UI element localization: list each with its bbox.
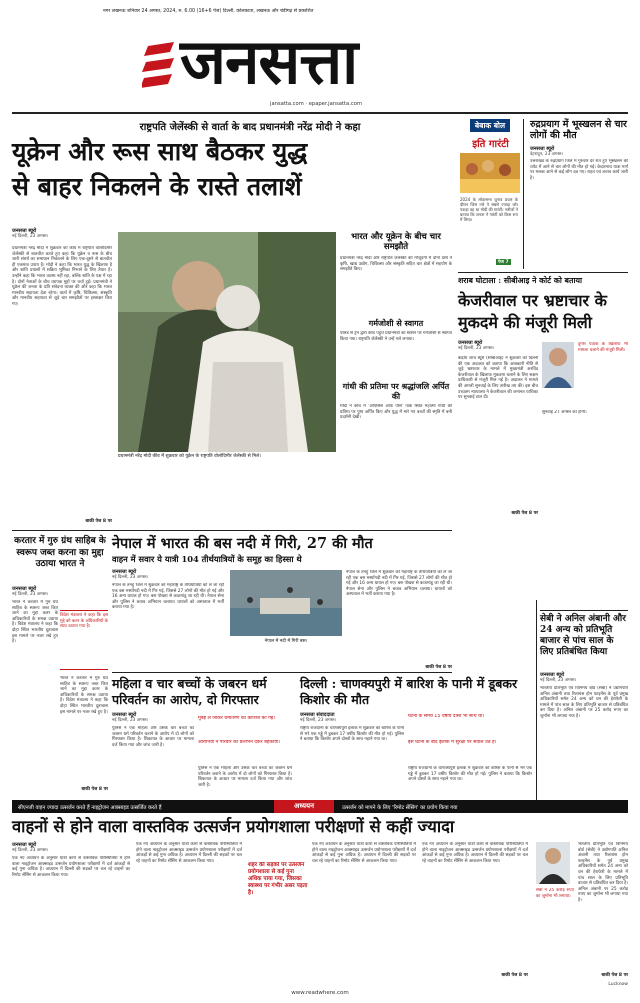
delhi-rain-byline — [300, 712, 380, 723]
vertical-rule-right — [536, 600, 537, 800]
mahila-body: पुलिस ने एक महिला और उसके चार बच्चों का जबरन धर्म परिवर्तन कराने के आरोप में दो लोगों को गिरफ्तार किया है। शिकायत के आधार पर मामला दर्ज किया गया और जांच जारी है। — [112, 726, 194, 748]
dateline: नई दिल्ली, 23 अगस्त। — [12, 234, 49, 239]
guru-headline: करतार में गुरु ग्रंथ साहिब के स्वरूप जब्त करना का मुद्दा उठाया भारत ने — [14, 536, 106, 569]
sebi-note: सेबी ने 25 करोड़ रुपए का जुर्माना भी लगाया। — [536, 888, 574, 899]
kejriwal-byline — [458, 340, 538, 351]
nepal-headline: नेपाल में भारत की बस नदी में गिरी, 27 की मौत — [112, 535, 373, 552]
nepal-subhead: वाहन में सवार ये यात्री 104 तीर्थयात्रियों के समूह का हिस्सा थे — [112, 554, 302, 564]
guru-body: भारत ने करतार में गुरु ग्रंथ साहिब के स्वरूप जब्त किए जाने का मुद्दा कतर के अधिकारियों के समक्ष उठाया है। विदेश मंत्रालय ने कहा कि दोहा स्थित भारतीय दूतावास इस मामले पर नजर रखे हुए है। — [12, 600, 58, 645]
byline: जनसत्ता ब्यूरो — [458, 340, 483, 346]
lead-continued: बाकी पेज 8 पर — [85, 519, 112, 524]
nepal-byline — [112, 569, 192, 580]
footer-city: Lucknow — [608, 982, 628, 987]
adhyayan-right-strip: उत्सर्जन को मापने के लिए 'रिमोट सेंसिंग' का प्रयोग किया गया — [342, 805, 458, 811]
logo-mark-icon — [142, 40, 176, 92]
sebi-body-2: भारतीय प्रतिभूति एवं विनिमय बोर्ड (सेबी) ने उद्योगपति अनिल अंबानी तथा रिलायंस होम फाइनेंस के पूर्व प्रमुख अधिकारियों समेत 24 अन्य को धन की हेराफेरी के मामले में पांच साल के लिए प्रतिभूति बाजार से प्रतिबंधित कर दिया है। अनिल अंबानी पर 25 करोड़ रुपए का जुर्माना भी लगाया गया है। — [578, 842, 628, 903]
dateline: नई दिल्ली, 23 अगस्त। — [458, 346, 495, 351]
kejriwal-kicker: शराब घोटाला : सीबीआइ ने कोर्ट को बताया — [458, 276, 583, 285]
logo-text: जनसत्ता — [180, 25, 358, 98]
sebi-headline: सेबी ने अनिल अंबानी और 24 अन्य को प्रतिभूति बाजार से पांच साल के लिए प्रतिबंधित किया — [540, 614, 626, 657]
byline: जनसत्ता ब्यूरो — [530, 146, 555, 152]
mahila-quote1: मुंबई ले जाकर धर्मांतरण की कोशिश की गई। — [198, 716, 275, 721]
bebak-teaser: 2024 के लोकसभा चुनाव प्रचार के दौरान जिस नारे ने सबसे ज्यादा जोर पकड़ा वह था मोदी की गारंटी। नतीजों ने बताया कि जनता ने गारंटी को किस रूप में लिया। — [460, 197, 518, 222]
rudraprayag — [530, 119, 628, 247]
dateline: नई दिल्ली, 23 अगस्त। — [112, 575, 149, 580]
adhyayan-tag: अध्ययन — [274, 800, 334, 813]
bebak-box — [458, 119, 524, 269]
masthead-dateline: नगर लखनऊ शनिवार 24 अगस्त, 2024, रु. 6.00 (16+6 पेज) दिल्ली, कोलकाता, लखनऊ और चंडीगढ़ से प्रकाशित — [103, 9, 314, 14]
side-lead-p1: प्रधानमंत्री नरेंद्र मोदी और राष्ट्रपति जेलेंस्की की मौजूदगी में दोनों देशों ने कृषि, खाद्य उद्योग, चिकित्सा और संस्कृति सहित चार क्षेत्रों में सहयोग के समझौते किए। — [340, 256, 452, 273]
lead-kicker: राष्ट्रपति जेलेंस्की से वार्ता के बाद प्रधानमंत्री नरेंद्र मोदी ने कहा — [139, 122, 361, 133]
right-rule-1 — [458, 272, 628, 273]
delhi-rain-headline: दिल्ली : चाणक्यपुरी में बारिश के पानी में डूबकर किशोर की मौत — [300, 676, 518, 707]
dateline: नई दिल्ली, 23 अगस्त। — [12, 848, 49, 853]
sebi-byline — [540, 672, 628, 683]
guru-continued: बाकी पेज 8 पर — [81, 787, 108, 792]
footer-url[interactable]: www.readwhere.com — [291, 990, 349, 996]
mahila-body-2: पुलिस ने एक महिला और उसके चार बच्चों का जबरन धर्म परिवर्तन कराने के आरोप में दो लोगों को गिरफ्तार किया है। शिकायत के आधार पर मामला दर्ज किया गया और जांच जारी है। — [198, 766, 292, 788]
adhyayan-left-strip: सीएनजी वाहन ज्यादा उत्सर्जन करते हैं नाइट्रोजन आक्साइड उत्सर्जित करते हैं — [18, 805, 162, 811]
dateline: नई दिल्ली, 23 अगस्त। — [300, 718, 337, 723]
rudraprayag-headline: रुद्रप्रयाग में भूस्खलन से चार लोगों की मौत — [530, 119, 627, 141]
guru-box: विदेश मंत्रालय ने कहा कि इस मुद्दे को कतर के अधिकारियों के साथ उठाया गया है। — [60, 610, 108, 670]
mahila-byline — [112, 712, 192, 723]
sebi-photo — [536, 842, 570, 884]
kejriwal-box1: दुर्गेश पाठक के खिलाफ भी मामला चलाने की मंजूरी मिली। — [578, 342, 628, 353]
kejriwal-headline: केजरीवाल पर भ्रष्टाचार के मुकदमे की मंजूरी मिली — [458, 291, 607, 332]
byline: जनसत्ता ब्यूरो — [12, 586, 37, 592]
guru-byline — [12, 586, 108, 597]
sebi-continued: बाकी पेज 8 पर — [601, 973, 628, 978]
dateline: देहरादून, 23 अगस्त। — [530, 152, 564, 157]
adhyayan-strip — [12, 800, 628, 813]
dateline: नई दिल्ली, 23 अगस्त। — [12, 592, 49, 597]
kejriwal-body: केंद्रीय जांच ब्यूरो (सीबीआइ) ने शुक्रवार को दिल्ली की एक अदालत को बताया कि आबकारी नीति से जुड़े भ्रष्टाचार के मामले में मुख्यमंत्री अरविंद केजरीवाल के खिलाफ मुकदमा चलाने के लिए सक्षम प्राधिकारी से मंजूरी मिल गई है। अदालत ने मामले की अगली सुनवाई के लिए तारीख तय की। इस बीच उच्चतम न्यायालय ने केजरीवाल की जमानत याचिका पर सुनवाई टाल दी। — [458, 356, 538, 401]
bebak-page-tag[interactable]: पेज 7 — [498, 260, 509, 265]
bebak-label: बेबाक बोल — [470, 119, 510, 132]
byline: जनसत्ता ब्यूरो — [112, 569, 137, 575]
lead-photo-caption: प्रधानमंत्री नरेंद्र मोदी कीव में शुक्रवार को यूक्रेन के राष्ट्रपति वोलोदिमीर जेलेंस्की से मिले। — [118, 454, 261, 459]
sebi-body: भारतीय प्रतिभूति एवं विनिमय बोर्ड (सेबी) ने उद्योगपति अनिल अंबानी तथा रिलायंस होम फाइनेंस के पूर्व प्रमुख अधिकारियों समेत 24 अन्य को धन की हेराफेरी के मामले में पांच साल के लिए प्रतिभूति बाजार से प्रतिबंधित कर दिया है। अनिल अंबानी पर 25 करोड़ रुपए का जुर्माना भी लगाया गया है। — [540, 686, 628, 719]
nepal-continued: बाकी पेज 8 पर — [425, 665, 452, 670]
mahila-quote2: आरोपियों ने परिवार को प्रलोभन देकर बहकाया। — [198, 740, 281, 745]
right-rule-2 — [540, 610, 628, 611]
kejriwal-box2: सुनवाई 27 अगस्त को होगी। — [542, 410, 587, 415]
delhi-rain-body-2: राष्ट्रीय राजधानी के चाणक्यपुरी इलाके में शुक्रवार को बारिश के पानी से भरे एक गड्ढे में डूबकर 17 वर्षीय किशोर की मौत हो गई। पुलिस ने बताया कि किशोर अपने दोस्तों के साथ नहाने गया था। — [408, 766, 532, 783]
adhyayan-body-4: एक नए अध्ययन के अनुसार यात्री कारों से वास्तविक परिस्थितियों में होने वाला नाइट्रोजन आक्साइड उत्सर्जन प्रयोगशाला परीक्षणों में दर्ज आंकड़ों से कई गुना अधिक है। अध्ययन में दिल्ली की सड़कों पर चल रहे वाहनों का रिमोट सेंसिंग से आकलन किया गया। — [422, 842, 528, 864]
kejriwal-photo — [542, 342, 574, 388]
adhyayan-continued: बाकी पेज 8 पर — [501, 973, 528, 978]
side-lead-h2: गर्मजोशी से स्वागत — [368, 318, 424, 328]
nepal-photo-caption: नेपाल में नदी में गिरी बस। — [264, 639, 308, 644]
dateline: नई दिल्ली, 23 अगस्त। — [540, 678, 577, 683]
byline: जनसत्ता ब्यूरो — [12, 228, 37, 234]
side-lead-p3: मोदी ने कीव में 'ओएसिस ऑफ पीस' पार्क स्थित महात्मा गांधी की प्रतिमा पर पुष्प अर्पित किए और युद्ध में मारे गए बच्चों की स्मृति में बनी प्रदर्शनी देखी। — [340, 404, 452, 421]
lead-headline-1: यूक्रेन और रूस साथ बैठकर युद्ध — [12, 137, 308, 166]
adhyayan-quote: शहर की सड़कों पर उत्सर्जन प्रयोगशाला से कई गुना अधिक पाया गया, जिसका स्वास्थ्य पर गंभीर असर पड़ता है। — [248, 862, 308, 896]
side-lead-h3: गांधी की प्रतिमा पर श्रद्धांजलि अर्पित की — [342, 381, 450, 401]
lead-byline — [12, 228, 112, 239]
mid-rule-1 — [12, 530, 452, 531]
side-lead-p2: पोलैंड से ट्रेन द्वारा कीव पहुंचे प्रधानमंत्री का स्टेशन पर गर्मजोशी से स्वागत किया गया। राष्ट्रपति जेलेंस्की ने उन्हें गले लगाया। — [340, 331, 452, 342]
nepal-photo — [230, 570, 342, 636]
web-address[interactable]: jansatta.com · epaper.jansatta.com — [270, 101, 362, 107]
adhyayan-byline — [12, 842, 92, 853]
nepal-body: नेपाल के तनहुं जिले में शुक्रवार को महाराष्ट्र के तीर्थयात्रियों को ले जा रही एक बस मर्स्यांगदी नदी में गिर गई, जिससे 27 लोगों की मौत हो गई और 16 अन्य घायल हो गए। बस पोखरा से काठमांडू जा रही थी। नेपाल सेना और पुलिस ने बचाव अभियान चलाया। घायलों को अस्पताल में भर्ती कराया गया है। — [112, 583, 224, 611]
masthead-rule — [12, 112, 628, 114]
adhyayan-body-1: एक नए अध्ययन के अनुसार यात्री कारों से वास्तविक परिस्थितियों में होने वाला नाइट्रोजन आक्साइड उत्सर्जन प्रयोगशाला परीक्षणों में दर्ज आंकड़ों से कई गुना अधिक है। अध्ययन में दिल्ली की सड़कों पर चल रहे वाहनों का रिमोट सेंसिंग से आकलन किया गया। — [12, 856, 130, 878]
kejriwal-continued: बाकी पेज 8 पर — [511, 511, 538, 516]
lead-headline-2: से बाहर निकलने के रास्ते तलाशें — [12, 172, 302, 201]
byline: जनसत्ता ब्यूरो — [540, 672, 565, 678]
side-lead — [340, 232, 452, 482]
bebak-title: इति गारंटी — [472, 139, 509, 150]
byline: जनसत्ता संवाददाता — [300, 712, 335, 718]
adhyayan-headline: वाहनों से होने वाला वास्तविक उत्सर्जन प्रयोगशाला परीक्षणों से कहीं ज्यादा — [12, 817, 455, 836]
dateline: नई दिल्ली, 23 अगस्त। — [112, 718, 149, 723]
mid-rule-2 — [112, 672, 452, 673]
bebak-photo — [460, 153, 520, 193]
byline: जनसत्ता ब्यूरो — [12, 842, 37, 848]
rudraprayag-body: उत्तराखंड के रुद्रप्रयाग जिले में गुरुवार देर रात हुए भूस्खलन की चपेट में आने से चार लोगों की मौत हो गई। केदारनाथ यात्रा मार्ग पर मलबा आने से कई लोग दब गए। राहत एवं बचाव कार्य जारी है। — [530, 159, 628, 181]
delhi-rain-box1: घटना के समय 15 वर्षीय दोस्त भी साथ था। — [408, 714, 485, 719]
lead-body: प्रधानमंत्री नरेंद्र मोदी ने शुक्रवार को कीव में राष्ट्रपति वोलोदिमीर जेलेंस्की से बातचीत करते हुए कहा कि यूक्रेन व रूस के बीच जारी संघर्ष का समाधान निकालने के लिए एक-दूसरे से बातचीत ही एकमात्र उपाय है। मोदी ने कहा कि भारत युद्ध के खिलाफ है और शांति प्रयासों में सक्रिय भूमिका निभाने के लिए तैयार है। उन्होंने कहा कि भारत तटस्थ नहीं रहा, बल्कि शांति के पक्ष में रहा है। दोनों नेताओं के बीच व्यापक मुद्दों पर चर्चा हुई। प्रधानमंत्री ने यूक्रेन की जनता के प्रति संवेदना व्यक्त की और कहा कि भारत मानवीय सहायता देता रहेगा। वार्ता में कृषि, चिकित्सा, संस्कृति और मानवीय सहायता से जुड़े चार समझौतों पर हस्ताक्षर किए गए। — [12, 246, 112, 307]
adhyayan-body-2: एक नए अध्ययन के अनुसार यात्री कारों से वास्तविक परिस्थितियों में होने वाला नाइट्रोजन आक्साइड उत्सर्जन प्रयोगशाला परीक्षणों में दर्ज आंकड़ों से कई गुना अधिक है। अध्ययन में दिल्ली की सड़कों पर चल रहे वाहनों का रिमोट सेंसिंग से आकलन किया गया। — [136, 842, 242, 864]
delhi-rain-body: राष्ट्रीय राजधानी के चाणक्यपुरी इलाके में शुक्रवार को बारिश के पानी से भरे एक गड्ढे में डूबकर 17 वर्षीय किशोर की मौत हो गई। पुलिस ने बताया कि किशोर अपने दोस्तों के साथ नहाने गया था। — [300, 726, 404, 743]
delhi-rain-box2: इस घटना के बाद इलाके में सुरक्षा पर सवाल उठे हैं। — [408, 740, 497, 745]
masthead-logo — [142, 25, 472, 102]
nepal-body-2: नेपाल के तनहुं जिले में शुक्रवार को महाराष्ट्र के तीर्थयात्रियों को ले जा रही एक बस मर्स्यांगदी नदी में गिर गई, जिससे 27 लोगों की मौत हो गई और 16 अन्य घायल हो गए। बस पोखरा से काठमांडू जा रही थी। नेपाल सेना और पुलिस ने बचाव अभियान चलाया। घायलों को अस्पताल में भर्ती कराया गया है। — [346, 570, 452, 598]
adhyayan-body-3: एक नए अध्ययन के अनुसार यात्री कारों से वास्तविक परिस्थितियों में होने वाला नाइट्रोजन आक्साइड उत्सर्जन प्रयोगशाला परीक्षणों में दर्ज आंकड़ों से कई गुना अधिक है। अध्ययन में दिल्ली की सड़कों पर चल रहे वाहनों का रिमोट सेंसिंग से आकलन किया गया। — [312, 842, 416, 864]
guru-body-2: भारत ने करतार में गुरु ग्रंथ साहिब के स्वरूप जब्त किए जाने का मुद्दा कतर के अधिकारियों के समक्ष उठाया है। विदेश मंत्रालय ने कहा कि दोहा स्थित भारतीय दूतावास इस मामले पर नजर रखे हुए है। — [60, 676, 108, 715]
side-lead-h1: भारत और यूक्रेन के बीच चार समझौते — [351, 232, 441, 252]
lead-photo — [118, 232, 336, 452]
mahila-headline: महिला व चार बच्चों के जबरन धर्म परिवर्तन का आरोप, दो गिरफ्तार — [112, 676, 267, 707]
byline: जनसत्ता ब्यूरो — [112, 712, 137, 718]
